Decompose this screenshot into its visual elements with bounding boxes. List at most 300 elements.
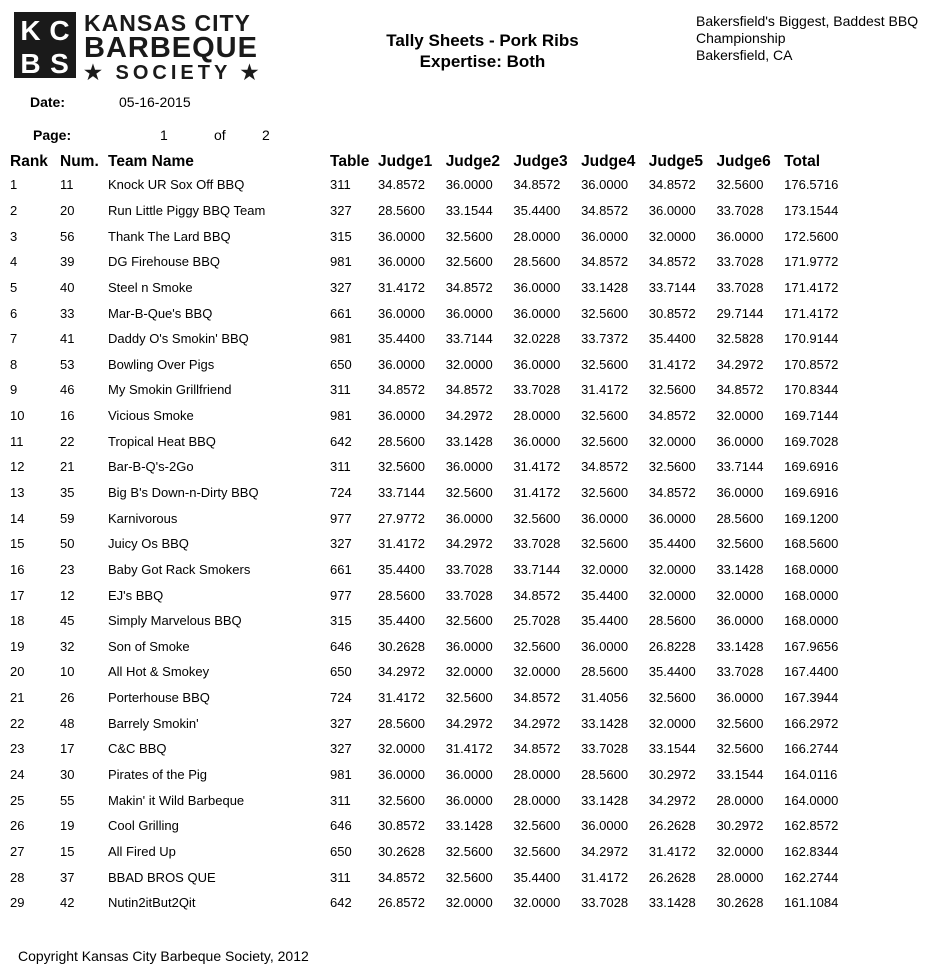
- cell-table: 327: [330, 741, 352, 757]
- cell-judge5: 34.8572: [648, 408, 696, 424]
- cell-judge6: 32.0000: [716, 587, 764, 603]
- cell-judge5: 34.8572: [648, 177, 696, 193]
- table-row: [10, 787, 854, 813]
- cell-rank: 29: [10, 895, 25, 911]
- col-header-num: Num.: [60, 153, 99, 170]
- cell-judge3: 36.0000: [513, 433, 561, 449]
- cell-judge4: 28.5600: [581, 664, 629, 680]
- logo-letter-b: B: [20, 48, 41, 79]
- cell-team-name: Vicious Smoke: [108, 408, 194, 424]
- cell-judge1: 28.5600: [378, 587, 425, 603]
- cell-team-name: Tropical Heat BBQ: [108, 433, 216, 449]
- report-title: [350, 30, 615, 72]
- cell-team-name: All Fired Up: [108, 843, 176, 859]
- cell-team-name: Daddy O's Smokin' BBQ: [108, 331, 249, 347]
- cell-team-name: EJ's BBQ: [108, 587, 164, 603]
- logo-letter-c: C: [49, 15, 70, 46]
- cell-judge1: 30.2628: [378, 843, 425, 859]
- cell-judge6: 32.5600: [716, 536, 764, 552]
- cell-judge4: 36.0000: [581, 510, 629, 526]
- cell-judge6: 32.5600: [716, 177, 764, 193]
- cell-judge1: 28.5600: [378, 202, 425, 218]
- cell-num: 19: [60, 818, 75, 834]
- cell-team-name: Bowling Over Pigs: [108, 356, 215, 372]
- cell-judge4: 36.0000: [581, 638, 629, 654]
- cell-table: 661: [330, 305, 352, 321]
- cell-total: 169.6916: [784, 485, 839, 500]
- cell-judge4: 36.0000: [581, 818, 629, 834]
- cell-total: 167.9656: [784, 638, 839, 654]
- cell-judge5: 35.4400: [648, 664, 696, 680]
- cell-num: 46: [60, 382, 75, 398]
- cell-judge3: 32.5600: [513, 818, 561, 834]
- cell-judge3: 28.0000: [513, 767, 561, 783]
- cell-judge2: 32.5600: [445, 228, 493, 244]
- cell-judge5: 33.7144: [648, 279, 696, 295]
- cell-judge3: 31.4172: [513, 485, 561, 500]
- cell-judge3: 34.8572: [513, 177, 561, 193]
- cell-team-name: Barrely Smokin': [108, 715, 199, 731]
- cell-table: 981: [330, 331, 352, 347]
- cell-table: 327: [330, 279, 352, 295]
- cell-judge5: 34.2972: [648, 792, 696, 808]
- cell-judge1: 28.5600: [378, 715, 425, 731]
- logo-letter-s: S: [50, 48, 69, 79]
- cell-table: 981: [330, 254, 352, 270]
- cell-num: 37: [60, 869, 75, 885]
- cell-rank: 4: [10, 254, 18, 270]
- cell-total: 161.1084: [784, 895, 839, 911]
- cell-judge4: 32.5600: [581, 536, 629, 552]
- cell-team-name: My Smokin Grillfriend: [108, 382, 232, 398]
- cell-num: 40: [60, 279, 75, 295]
- cell-judge5: 26.2628: [648, 869, 696, 885]
- cell-judge6: 36.0000: [716, 228, 764, 244]
- cell-team-name: Steel n Smoke: [108, 279, 193, 295]
- cell-judge6: 34.8572: [716, 382, 764, 398]
- cell-judge2: 32.5600: [445, 613, 493, 629]
- cell-judge6: 32.5600: [716, 715, 764, 731]
- cell-table: 650: [330, 664, 352, 680]
- page-of: of: [214, 127, 226, 143]
- table-row: [10, 275, 854, 301]
- cell-num: 22: [60, 433, 75, 449]
- cell-judge2: 34.2972: [445, 536, 493, 552]
- cell-judge5: 33.1544: [648, 741, 696, 757]
- cell-judge4: 32.5600: [581, 485, 629, 500]
- cell-judge1: 31.4172: [378, 536, 425, 552]
- cell-table: 327: [330, 202, 352, 218]
- cell-judge6: 33.7028: [716, 202, 764, 218]
- tally-table: [10, 152, 854, 916]
- cell-rank: 28: [10, 869, 25, 885]
- cell-team-name: Makin' it Wild Barbeque: [108, 792, 245, 808]
- cell-num: 26: [60, 690, 75, 706]
- cell-judge1: 36.0000: [378, 356, 425, 372]
- table-row: [10, 172, 854, 198]
- col-header-judge3: Judge3: [513, 153, 568, 170]
- cell-judge4: 35.4400: [581, 587, 629, 603]
- cell-rank: 13: [10, 485, 25, 500]
- cell-total: 172.5600: [784, 228, 839, 244]
- cell-judge3: 25.7028: [513, 613, 561, 629]
- cell-judge3: 32.5600: [513, 638, 561, 654]
- logo-line-society: ★ SOCIETY ★: [84, 62, 263, 84]
- cell-num: 39: [60, 254, 75, 270]
- date-value: 05-16-2015: [119, 94, 191, 110]
- tally-header-row: [10, 152, 854, 172]
- cell-rank: 18: [10, 613, 25, 629]
- cell-num: 21: [60, 459, 75, 475]
- table-row: [10, 454, 854, 480]
- cell-judge1: 32.0000: [378, 741, 425, 757]
- cell-judge1: 35.4400: [378, 331, 425, 347]
- cell-judge3: 28.5600: [513, 254, 561, 270]
- cell-rank: 21: [10, 690, 25, 706]
- cell-judge1: 36.0000: [378, 408, 425, 424]
- cell-num: 11: [60, 177, 74, 193]
- cell-team-name: Thank The Lard BBQ: [108, 228, 231, 244]
- cell-team-name: Nutin2itBut2Qit: [108, 895, 196, 911]
- cell-rank: 1: [10, 177, 18, 193]
- cell-judge3: 33.7028: [513, 536, 561, 552]
- cell-judge3: 32.5600: [513, 510, 561, 526]
- cell-judge6: 33.7144: [716, 459, 764, 475]
- tally-body: [10, 172, 854, 916]
- cell-judge3: 28.0000: [513, 408, 561, 424]
- cell-judge4: 34.8572: [581, 202, 629, 218]
- table-row: [10, 557, 854, 583]
- cell-total: 166.2972: [784, 715, 839, 731]
- cell-judge2: 31.4172: [445, 741, 493, 757]
- cell-judge1: 28.5600: [378, 433, 425, 449]
- cell-judge3: 35.4400: [513, 869, 561, 885]
- cell-judge6: 32.0000: [716, 408, 764, 424]
- cell-judge2: 34.2972: [445, 408, 493, 424]
- cell-team-name: Cool Grilling: [108, 818, 179, 834]
- cell-judge6: 29.7144: [716, 305, 764, 321]
- table-row: [10, 839, 854, 865]
- table-row: [10, 608, 854, 634]
- cell-num: 12: [60, 587, 75, 603]
- cell-judge2: 32.5600: [445, 843, 493, 859]
- col-header-judge4: Judge4: [581, 153, 636, 170]
- cell-judge5: 32.0000: [648, 433, 696, 449]
- cell-judge2: 33.7028: [445, 561, 493, 577]
- cell-judge4: 33.7028: [581, 741, 629, 757]
- cell-total: 168.5600: [784, 536, 839, 552]
- cell-total: 169.7144: [784, 408, 839, 424]
- cell-judge2: 36.0000: [445, 638, 493, 654]
- cell-num: 55: [60, 792, 75, 808]
- cell-judge4: 33.1428: [581, 279, 629, 295]
- cell-judge1: 26.8572: [378, 895, 425, 911]
- cell-judge5: 32.5600: [648, 459, 696, 475]
- cell-table: 650: [330, 843, 352, 859]
- cell-judge2: 33.7028: [445, 587, 493, 603]
- cell-num: 23: [60, 561, 75, 577]
- cell-judge6: 32.5600: [716, 741, 764, 757]
- cell-num: 20: [60, 202, 75, 218]
- table-row: [10, 813, 854, 839]
- cell-team-name: Bar-B-Q's-2Go: [108, 459, 194, 475]
- cell-total: 167.4400: [784, 664, 839, 680]
- cell-judge2: 32.0000: [445, 664, 493, 680]
- cell-judge6: 28.0000: [716, 869, 764, 885]
- table-row: [10, 634, 854, 660]
- cell-judge3: 34.8572: [513, 690, 561, 706]
- cell-judge2: 36.0000: [445, 767, 493, 783]
- col-header-total: Total: [784, 153, 820, 170]
- cell-judge5: 33.1428: [648, 895, 696, 911]
- cell-table: 646: [330, 818, 352, 834]
- report-title-expertise: Expertise: Both: [419, 52, 546, 71]
- table-row: [10, 377, 854, 403]
- cell-judge5: 32.0000: [648, 715, 696, 731]
- cell-table: 977: [330, 510, 352, 526]
- date-label: Date:: [30, 94, 66, 110]
- cell-judge3: 31.4172: [513, 459, 561, 475]
- table-row: [10, 403, 854, 429]
- cell-rank: 15: [10, 536, 25, 552]
- cell-num: 35: [60, 485, 75, 500]
- cell-judge5: 36.0000: [648, 202, 696, 218]
- cell-table: 977: [330, 587, 352, 603]
- cell-num: 50: [60, 536, 75, 552]
- copyright-notice: Copyright Kansas City Barbeque Society, 2012: [18, 948, 309, 964]
- cell-table: 642: [330, 895, 352, 911]
- cell-judge1: 34.8572: [378, 869, 425, 885]
- cell-judge3: 34.2972: [513, 715, 561, 731]
- col-header-table: Table: [330, 153, 370, 170]
- table-row: [10, 685, 854, 711]
- cell-team-name: All Hot & Smokey: [108, 664, 210, 680]
- cell-rank: 22: [10, 715, 25, 731]
- page-total: 2: [262, 127, 270, 143]
- cell-judge5: 30.8572: [648, 305, 696, 321]
- cell-judge3: 32.0000: [513, 895, 561, 911]
- cell-num: 10: [60, 664, 75, 680]
- cell-table: 327: [330, 715, 352, 731]
- report-title-category: Tally Sheets - Pork Ribs: [386, 31, 579, 50]
- cell-judge3: 36.0000: [513, 305, 561, 321]
- cell-table: 327: [330, 536, 352, 552]
- cell-judge4: 32.5600: [581, 356, 629, 372]
- page-current: 1: [160, 127, 168, 143]
- cell-team-name: Run Little Piggy BBQ Team: [108, 202, 266, 218]
- cell-judge1: 34.8572: [378, 177, 425, 193]
- cell-rank: 9: [10, 382, 18, 398]
- cell-judge2: 33.7144: [445, 331, 493, 347]
- cell-judge6: 36.0000: [716, 690, 764, 706]
- cell-judge2: 33.1428: [445, 818, 493, 834]
- cell-judge6: 32.5828: [716, 331, 764, 347]
- cell-total: 169.6916: [784, 459, 839, 475]
- cell-judge5: 32.0000: [648, 561, 696, 577]
- cell-judge5: 34.8572: [648, 254, 696, 270]
- table-row: [10, 326, 854, 352]
- cell-judge1: 31.4172: [378, 690, 425, 706]
- cell-team-name: BBAD BROS QUE: [108, 869, 216, 885]
- cell-table: 311: [330, 382, 351, 398]
- cell-rank: 19: [10, 638, 25, 654]
- cell-total: 170.9144: [784, 331, 839, 347]
- table-row: [10, 249, 854, 275]
- cell-judge6: 33.1544: [716, 767, 764, 783]
- cell-judge2: 36.0000: [445, 459, 493, 475]
- cell-judge2: 32.5600: [445, 485, 493, 500]
- table-row: [10, 582, 854, 608]
- cell-table: 315: [330, 228, 352, 244]
- cell-num: 33: [60, 305, 75, 321]
- cell-table: 311: [330, 459, 351, 475]
- cell-judge1: 34.8572: [378, 382, 425, 398]
- cell-rank: 3: [10, 228, 18, 244]
- cell-judge5: 32.5600: [648, 690, 696, 706]
- cell-rank: 17: [10, 587, 25, 603]
- cell-judge6: 33.1428: [716, 638, 764, 654]
- cell-judge4: 28.5600: [581, 767, 629, 783]
- cell-total: 168.0000: [784, 561, 839, 577]
- cell-num: 17: [60, 741, 75, 757]
- cell-judge5: 35.4400: [648, 331, 696, 347]
- cell-judge2: 34.2972: [445, 715, 493, 731]
- cell-num: 41: [60, 331, 75, 347]
- cell-team-name: C&C BBQ: [108, 741, 167, 757]
- cell-judge1: 36.0000: [378, 228, 425, 244]
- cell-judge5: 31.4172: [648, 843, 696, 859]
- cell-judge1: 36.0000: [378, 767, 425, 783]
- cell-num: 56: [60, 228, 75, 244]
- cell-rank: 26: [10, 818, 25, 834]
- cell-judge2: 33.1544: [445, 202, 493, 218]
- cell-judge3: 33.7144: [513, 561, 561, 577]
- table-row: [10, 736, 854, 762]
- cell-judge4: 33.1428: [581, 792, 629, 808]
- cell-num: 59: [60, 510, 75, 526]
- cell-judge3: 28.0000: [513, 792, 561, 808]
- cell-judge2: 36.0000: [445, 792, 493, 808]
- cell-judge4: 32.0000: [581, 561, 629, 577]
- cell-num: 32: [60, 638, 75, 654]
- logo-line-kansas-city: KANSAS CITY: [84, 10, 251, 36]
- cell-judge1: 30.8572: [378, 818, 425, 834]
- cell-total: 173.1544: [784, 202, 839, 218]
- cell-judge6: 33.7028: [716, 664, 764, 680]
- event-location: Bakersfield, CA: [696, 47, 793, 63]
- cell-judge5: 34.8572: [648, 485, 696, 500]
- cell-rank: 24: [10, 767, 25, 783]
- col-header-judge2: Judge2: [445, 153, 500, 170]
- cell-total: 171.4172: [784, 305, 839, 321]
- cell-table: 311: [330, 177, 351, 193]
- cell-total: 162.2744: [784, 869, 839, 885]
- table-row: [10, 531, 854, 557]
- cell-judge4: 33.7028: [581, 895, 629, 911]
- cell-team-name: Karnivorous: [108, 510, 178, 526]
- cell-table: 642: [330, 433, 352, 449]
- cell-judge6: 36.0000: [716, 613, 764, 629]
- table-row: [10, 505, 854, 531]
- cell-judge6: 32.0000: [716, 843, 764, 859]
- cell-total: 168.0000: [784, 613, 839, 629]
- cell-judge3: 32.0228: [513, 331, 561, 347]
- cell-judge2: 36.0000: [445, 305, 493, 321]
- cell-num: 42: [60, 895, 75, 911]
- cell-rank: 23: [10, 741, 25, 757]
- cell-team-name: Knock UR Sox Off BBQ: [108, 177, 245, 193]
- cell-total: 170.8572: [784, 356, 839, 372]
- cell-judge1: 30.2628: [378, 638, 425, 654]
- cell-table: 724: [330, 690, 352, 706]
- cell-rank: 14: [10, 510, 25, 526]
- cell-num: 53: [60, 356, 75, 372]
- cell-judge5: 36.0000: [648, 510, 696, 526]
- table-row: [10, 710, 854, 736]
- cell-table: 646: [330, 638, 352, 654]
- cell-judge5: 28.5600: [648, 613, 696, 629]
- cell-judge2: 32.0000: [445, 356, 493, 372]
- cell-total: 171.4172: [784, 279, 839, 295]
- col-header-judge1: Judge1: [378, 153, 433, 170]
- cell-judge2: 34.8572: [445, 382, 493, 398]
- cell-total: 169.1200: [784, 510, 839, 526]
- table-row: [10, 351, 854, 377]
- cell-judge5: 35.4400: [648, 536, 696, 552]
- cell-team-name: Big B's Down-n-Dirty BBQ: [108, 485, 259, 500]
- cell-total: 166.2744: [784, 741, 839, 757]
- cell-total: 176.5716: [784, 177, 839, 193]
- cell-rank: 27: [10, 843, 25, 859]
- cell-judge4: 31.4056: [581, 690, 629, 706]
- cell-judge3: 28.0000: [513, 228, 561, 244]
- cell-num: 30: [60, 767, 75, 783]
- cell-rank: 2: [10, 202, 18, 218]
- event-info: [696, 13, 946, 64]
- cell-table: 981: [330, 767, 352, 783]
- col-header-judge5: Judge5: [648, 153, 704, 170]
- cell-judge6: 30.2628: [716, 895, 764, 911]
- cell-judge4: 35.4400: [581, 613, 629, 629]
- cell-judge1: 35.4400: [378, 613, 425, 629]
- table-row: [10, 864, 854, 890]
- cell-rank: 25: [10, 792, 25, 808]
- cell-judge1: 27.9772: [378, 510, 425, 526]
- cell-judge5: 26.8228: [648, 638, 696, 654]
- page-label: Page:: [33, 127, 72, 143]
- cell-judge6: 36.0000: [716, 485, 764, 500]
- col-header-rank: Rank: [10, 153, 48, 170]
- cell-table: 650: [330, 356, 352, 372]
- cell-judge2: 36.0000: [445, 177, 493, 193]
- cell-judge5: 26.2628: [648, 818, 696, 834]
- table-row: [10, 198, 854, 224]
- cell-rank: 12: [10, 459, 25, 475]
- cell-judge4: 32.5600: [581, 408, 629, 424]
- cell-judge1: 36.0000: [378, 254, 425, 270]
- cell-total: 169.7028: [784, 433, 839, 449]
- cell-judge3: 36.0000: [513, 279, 561, 295]
- cell-judge4: 36.0000: [581, 228, 629, 244]
- cell-table: 981: [330, 408, 352, 424]
- cell-judge1: 36.0000: [378, 305, 425, 321]
- cell-judge5: 32.5600: [648, 382, 696, 398]
- cell-table: 311: [330, 869, 351, 885]
- cell-judge4: 31.4172: [581, 382, 629, 398]
- cell-total: 162.8344: [784, 843, 839, 859]
- cell-judge5: 32.0000: [648, 587, 696, 603]
- cell-team-name: Pirates of the Pig: [108, 767, 207, 783]
